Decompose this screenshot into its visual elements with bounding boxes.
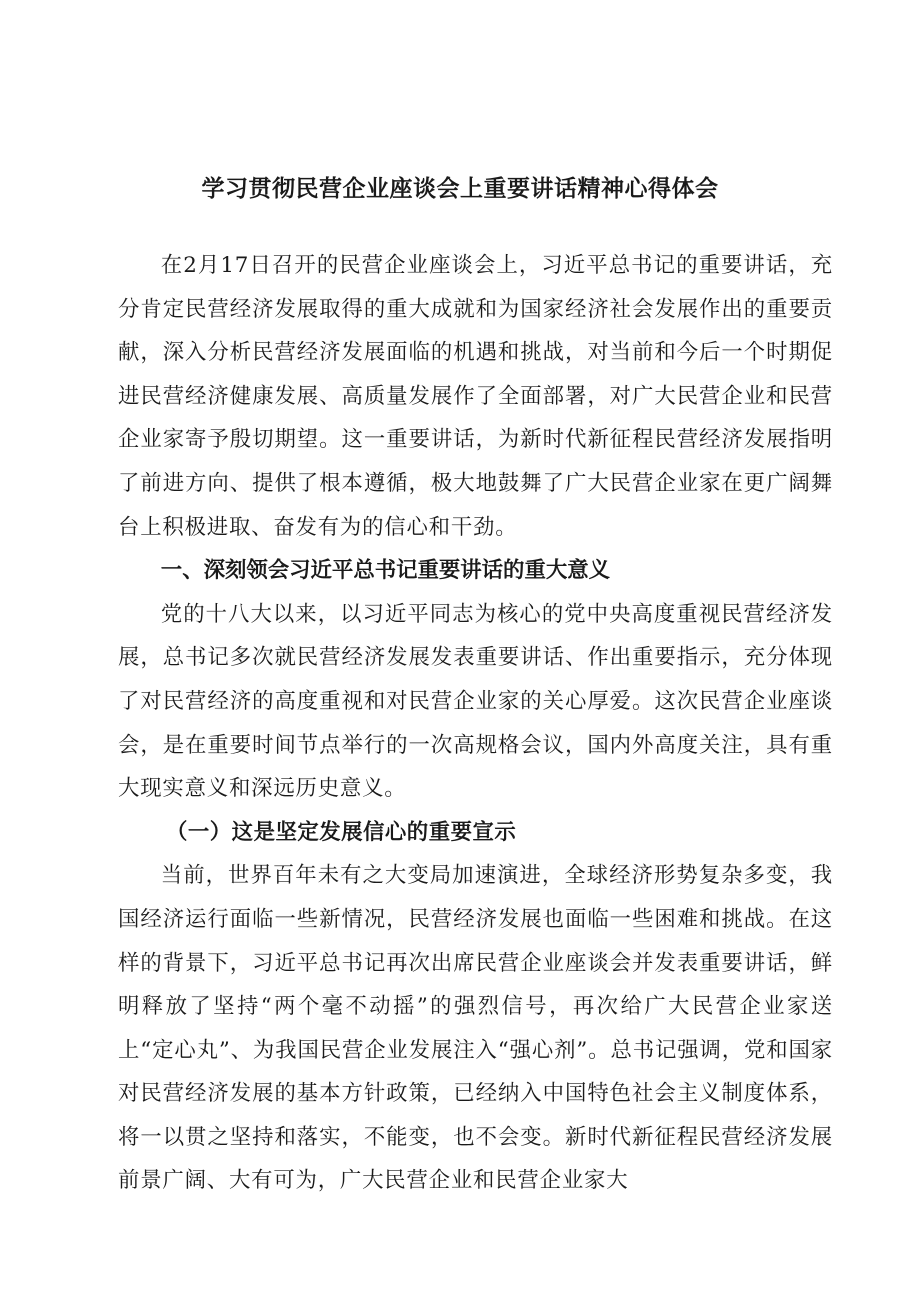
intro-paragraph: 在2月17日召开的民营企业座谈会上，习近平总书记的重要讲话，充分肯定民营经济发展取得的重大成就和为国家经济社会发展作出的重要贡献，深入分析民营经济发展面临的机遇和挑战，对当前和今后一个时期促进民营经济健康发展、高质量发展作了全面部署，对广大民营企业和民营企业家寄予殷切期望。这一重要讲话，为新时代新征程民营经济发展指明了前进方向、提供了根本遵循，极大地鼓舞了广大民营企业家在更广阔舞台上积极进取、奋发有为的信心和干劲。 bbox=[118, 253, 833, 540]
document-body bbox=[118, 244, 833, 1203]
section-heading: 一、深刻领会习近平总书记重要讲话的重大意义 bbox=[160, 558, 611, 584]
subsection-paragraph: 当前，世界百年未有之大变局加速演进，全球经济形势复杂多变，我国经济运行面临一些新情况，民营经济发展也面临一些困难和挑战。在这样的背景下，习近平总书记再次出席民营企业座谈会并发表重要讲话，鲜明释放了坚持“两个毫不动摇”的强烈信号，再次给广大民营企业家送上“定心丸”、为我国民营企业发展注入“强心剂”。总书记强调，党和国家对民营经济发展的基本方针政策，已经纳入中国特色社会主义制度体系，将一以贯之坚持和落实，不能变，也不会变。新时代新征程民营经济发展前景广阔、大有可为，广大民营企业和民营企业家大 bbox=[118, 863, 833, 1194]
subsection-heading: （一）这是坚定发展信心的重要宣示 bbox=[166, 819, 517, 845]
document-title: 学习贯彻民营企业座谈会上重要讲话精神心得体会 bbox=[201, 176, 719, 202]
section-paragraph: 党的十八大以来，以习近平同志为核心的党中央高度重视民营经济发展，总书记多次就民营经济发展发表重要讲话、作出重要指示，充分体现了对民营经济的高度重视和对民营企业家的关心厚爱。这次民营企业座谈会，是在重要时间节点举行的一次高规格会议，国内外高度关注，具有重大现实意义和深远历史意义。 bbox=[118, 601, 833, 802]
